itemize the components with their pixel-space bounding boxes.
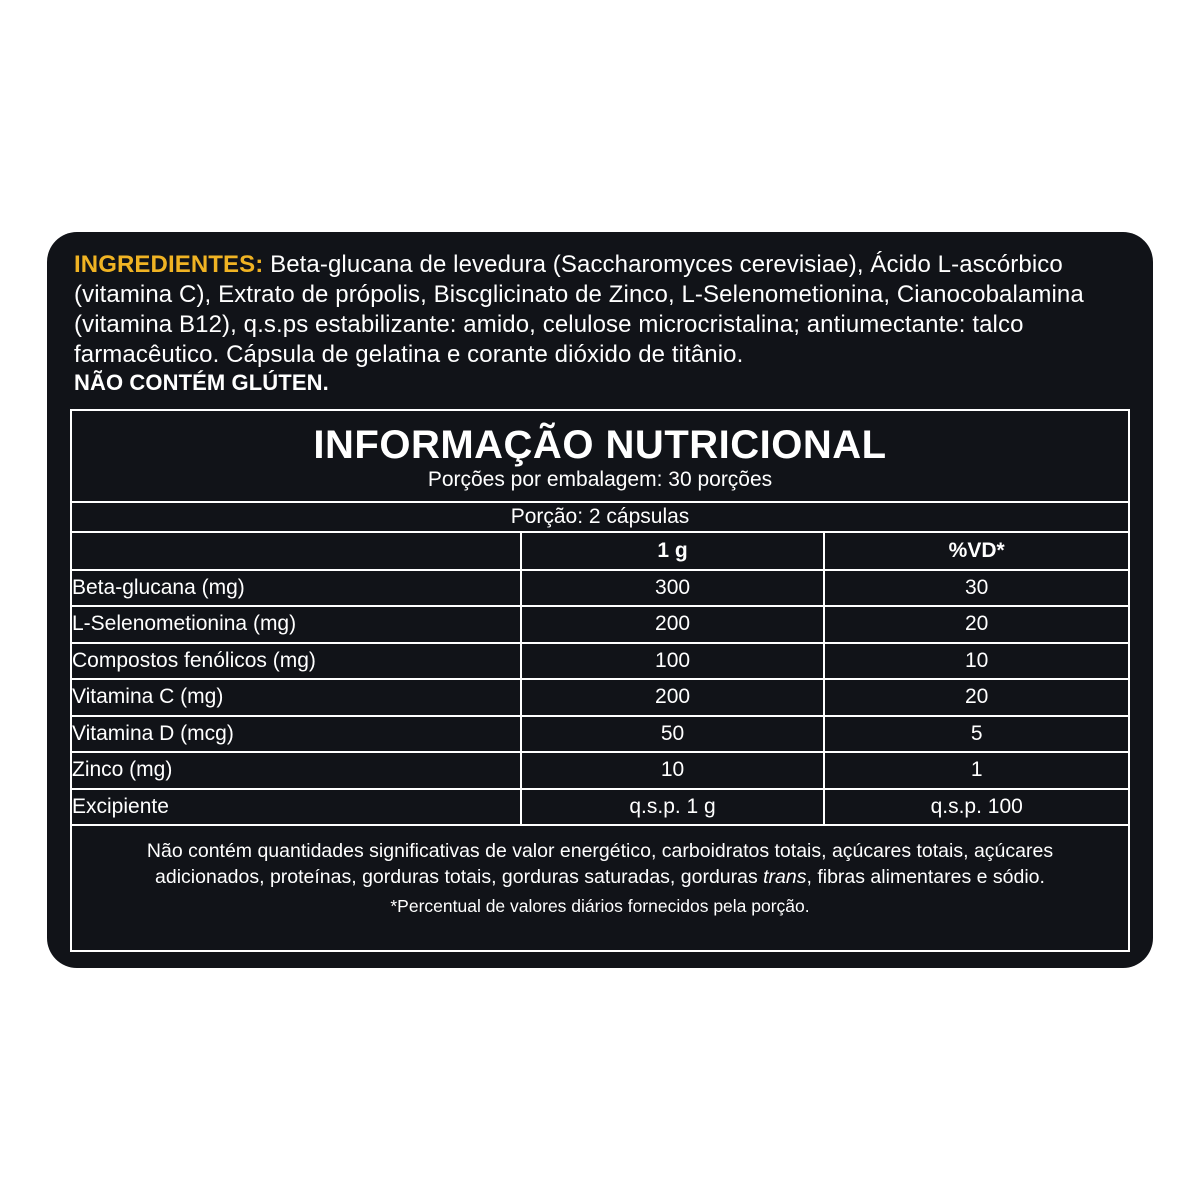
nutrient-name: Excipiente — [72, 789, 521, 826]
ingredients-paragraph — [74, 250, 1134, 396]
nutrient-daily-value: 1 — [824, 752, 1128, 789]
nutrition-table — [72, 533, 1128, 826]
column-header-nutrient — [72, 533, 521, 570]
servings-per-package: Porções por embalagem: 30 porções — [427, 468, 773, 491]
disclaimer-italic-text: trans — [763, 866, 807, 888]
nutrient-amount: 100 — [521, 643, 825, 680]
table-header-row — [72, 533, 1128, 570]
nutrition-title: INFORMAÇÃO NUTRICIONAL — [313, 423, 887, 467]
table-row — [72, 570, 1128, 607]
nutrient-name: Vitamina D (mcg) — [72, 716, 521, 753]
nutrient-name: Beta-glucana (mg) — [72, 570, 521, 607]
nutrition-label-card — [47, 232, 1153, 968]
nutrient-amount: 50 — [521, 716, 825, 753]
nutrient-amount: 200 — [521, 679, 825, 716]
nutrient-amount: 200 — [521, 606, 825, 643]
nutrient-daily-value: 20 — [824, 606, 1128, 643]
column-header-amount: 1 g — [521, 533, 825, 570]
table-row — [72, 752, 1128, 789]
nutrient-amount: 300 — [521, 570, 825, 607]
disclaimer-text-end: , fibras alimentares e sódio. — [806, 866, 1045, 888]
gluten-warning: NÃO CONTÉM GLÚTEN. — [74, 370, 329, 395]
nutrient-name: L-Selenometionina (mg) — [72, 606, 521, 643]
nutrient-daily-value: q.s.p. 100 — [824, 789, 1128, 826]
nutrient-name: Vitamina C (mg) — [72, 679, 521, 716]
nutrient-amount: 10 — [521, 752, 825, 789]
nutrient-name: Compostos fenólicos (mg) — [72, 643, 521, 680]
table-row — [72, 679, 1128, 716]
nutrient-amount: q.s.p. 1 g — [521, 789, 825, 826]
ingredients-text: Beta-glucana de levedura (Saccharomyces cerevisiae), Ácido L-ascórbico (vitamina C), Extrato de própolis, Biscglicinato de Zinco, L-Selenometionina, Cianocobalamina (vitamina B12), q.s.ps estabilizante: amido, celulose microcristalina; antiumectante: talco farmacêutico. Cápsula de gelatina e corante dióxido de titânio. — [74, 251, 1084, 368]
portion-size: Porção: 2 cápsulas — [72, 503, 1128, 533]
nutrient-daily-value: 10 — [824, 643, 1128, 680]
nutrient-daily-value: 5 — [824, 716, 1128, 753]
disclaimer-text: Não contém quantidades significativas de valor energético, carboidratos totais, açúcares totais, açúcares adicionados, proteínas, gorduras totais, gorduras saturadas, gorduras — [146, 840, 1054, 888]
table-row — [72, 716, 1128, 753]
ingredients-title: INGREDIENTES: — [74, 251, 264, 278]
nutrient-name: Zinco (mg) — [72, 752, 521, 789]
nutrient-daily-value: 30 — [824, 570, 1128, 607]
table-row — [72, 606, 1128, 643]
nutrition-header — [72, 411, 1128, 503]
daily-value-footnote: *Percentual de valores diários fornecidos pela porção. — [390, 896, 810, 916]
nutrition-facts-box — [70, 409, 1130, 952]
table-row — [72, 789, 1128, 826]
table-row — [72, 643, 1128, 680]
nutrition-disclaimer — [72, 826, 1128, 890]
nutrient-daily-value: 20 — [824, 679, 1128, 716]
column-header-daily-value: %VD* — [824, 533, 1128, 570]
